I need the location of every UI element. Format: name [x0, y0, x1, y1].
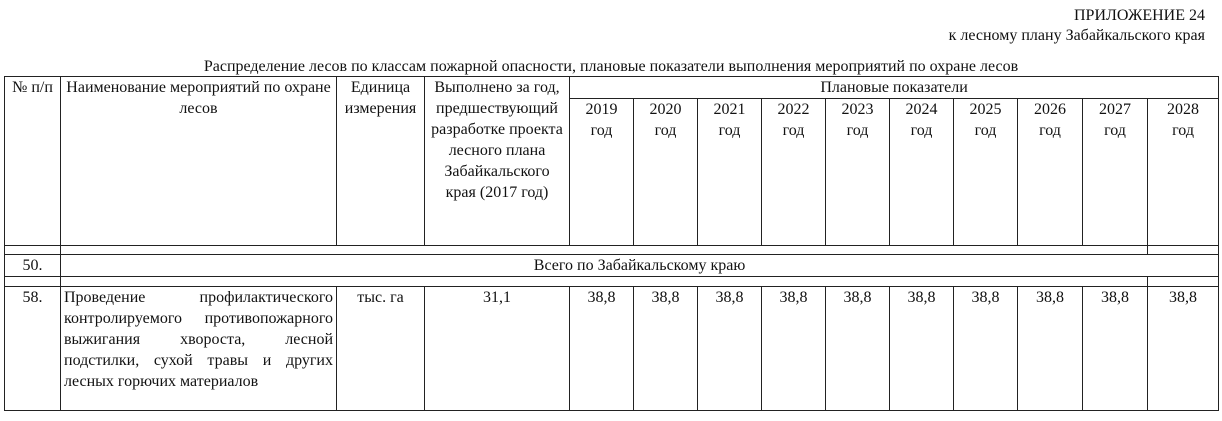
year-number: 2026	[1034, 101, 1066, 118]
row-plan-2025: 38,8	[954, 287, 1018, 411]
row-plan-2023: 38,8	[826, 287, 890, 411]
row-plan-2028: 38,8	[1148, 287, 1219, 411]
row-activity-name: Проведение профилактического контролируемого противопожарного выжигания хвороста, лесной подстилки, сухой травы и других лесных горючих материалов	[61, 287, 337, 411]
year-number: 2027	[1099, 101, 1131, 118]
header-year-2023	[826, 99, 890, 246]
table-row	[5, 287, 1219, 411]
header-year-2024	[890, 99, 954, 246]
year-word: год	[590, 122, 613, 139]
year-word: год	[1172, 122, 1194, 139]
row-plan-2024: 38,8	[890, 287, 954, 411]
header-row-1	[5, 77, 1219, 99]
total-row-label: Всего по Забайкальскому краю	[61, 255, 1219, 277]
row-plan-2026: 38,8	[1018, 287, 1083, 411]
row-plan-2022: 38,8	[762, 287, 826, 411]
total-row-num: 50.	[5, 255, 61, 277]
year-number: 2020	[649, 101, 682, 118]
header-year-2019	[570, 99, 634, 246]
header-year-2020	[634, 99, 698, 246]
total-row	[5, 255, 1219, 277]
year-number: 2019	[585, 101, 618, 118]
year-word: год	[1104, 122, 1126, 139]
year-number: 2021	[713, 101, 746, 118]
header-year-2028	[1148, 99, 1219, 246]
year-word: год	[782, 122, 805, 139]
row-plan-2027: 38,8	[1083, 287, 1148, 411]
year-number: 2024	[905, 101, 938, 118]
year-word: год	[846, 122, 869, 139]
appendix-subtitle: к лесному плану Забайкальского края	[948, 27, 1205, 44]
row-done-2017: 31,1	[425, 287, 570, 411]
appendix-title: ПРИЛОЖЕНИЕ 24	[1073, 7, 1205, 24]
appendix-note	[949, 6, 1205, 46]
row-unit: тыс. га	[337, 287, 425, 411]
year-word: год	[718, 122, 741, 139]
header-year-2027	[1083, 99, 1148, 246]
row-num: 58.	[5, 287, 61, 411]
header-plan: Плановые показатели	[570, 77, 1219, 99]
row-plan-2021: 38,8	[698, 287, 762, 411]
fire-protection-table	[4, 76, 1219, 411]
year-word: год	[1039, 122, 1061, 139]
year-word: год	[974, 122, 997, 139]
header-done: Выполнено за год, предшествующий разработке проекта лесного плана Забайкальского края (2017 год)	[425, 77, 570, 246]
year-word: год	[654, 122, 677, 139]
year-number: 2023	[841, 101, 874, 118]
row-plan-2020: 38,8	[634, 287, 698, 411]
header-year-2026	[1018, 99, 1083, 246]
header-year-2021	[698, 99, 762, 246]
header-unit: Единица измерения	[337, 77, 425, 246]
row-plan-2019: 38,8	[570, 287, 634, 411]
year-number: 2022	[777, 101, 810, 118]
header-name: Наименование мероприятий по охране лесов	[61, 77, 337, 246]
year-word: год	[910, 122, 933, 139]
year-number: 2025	[969, 101, 1002, 118]
year-number: 2028	[1167, 101, 1200, 118]
table-caption: Распределение лесов по классам пожарной опасности, плановые показатели выполнения мероприятий по охране лесов	[203, 58, 1019, 75]
section-gap	[5, 277, 1219, 287]
header-num: № п/п	[5, 77, 61, 246]
header-year-2022	[762, 99, 826, 246]
header-year-2025	[954, 99, 1018, 246]
section-gap	[5, 246, 1219, 255]
